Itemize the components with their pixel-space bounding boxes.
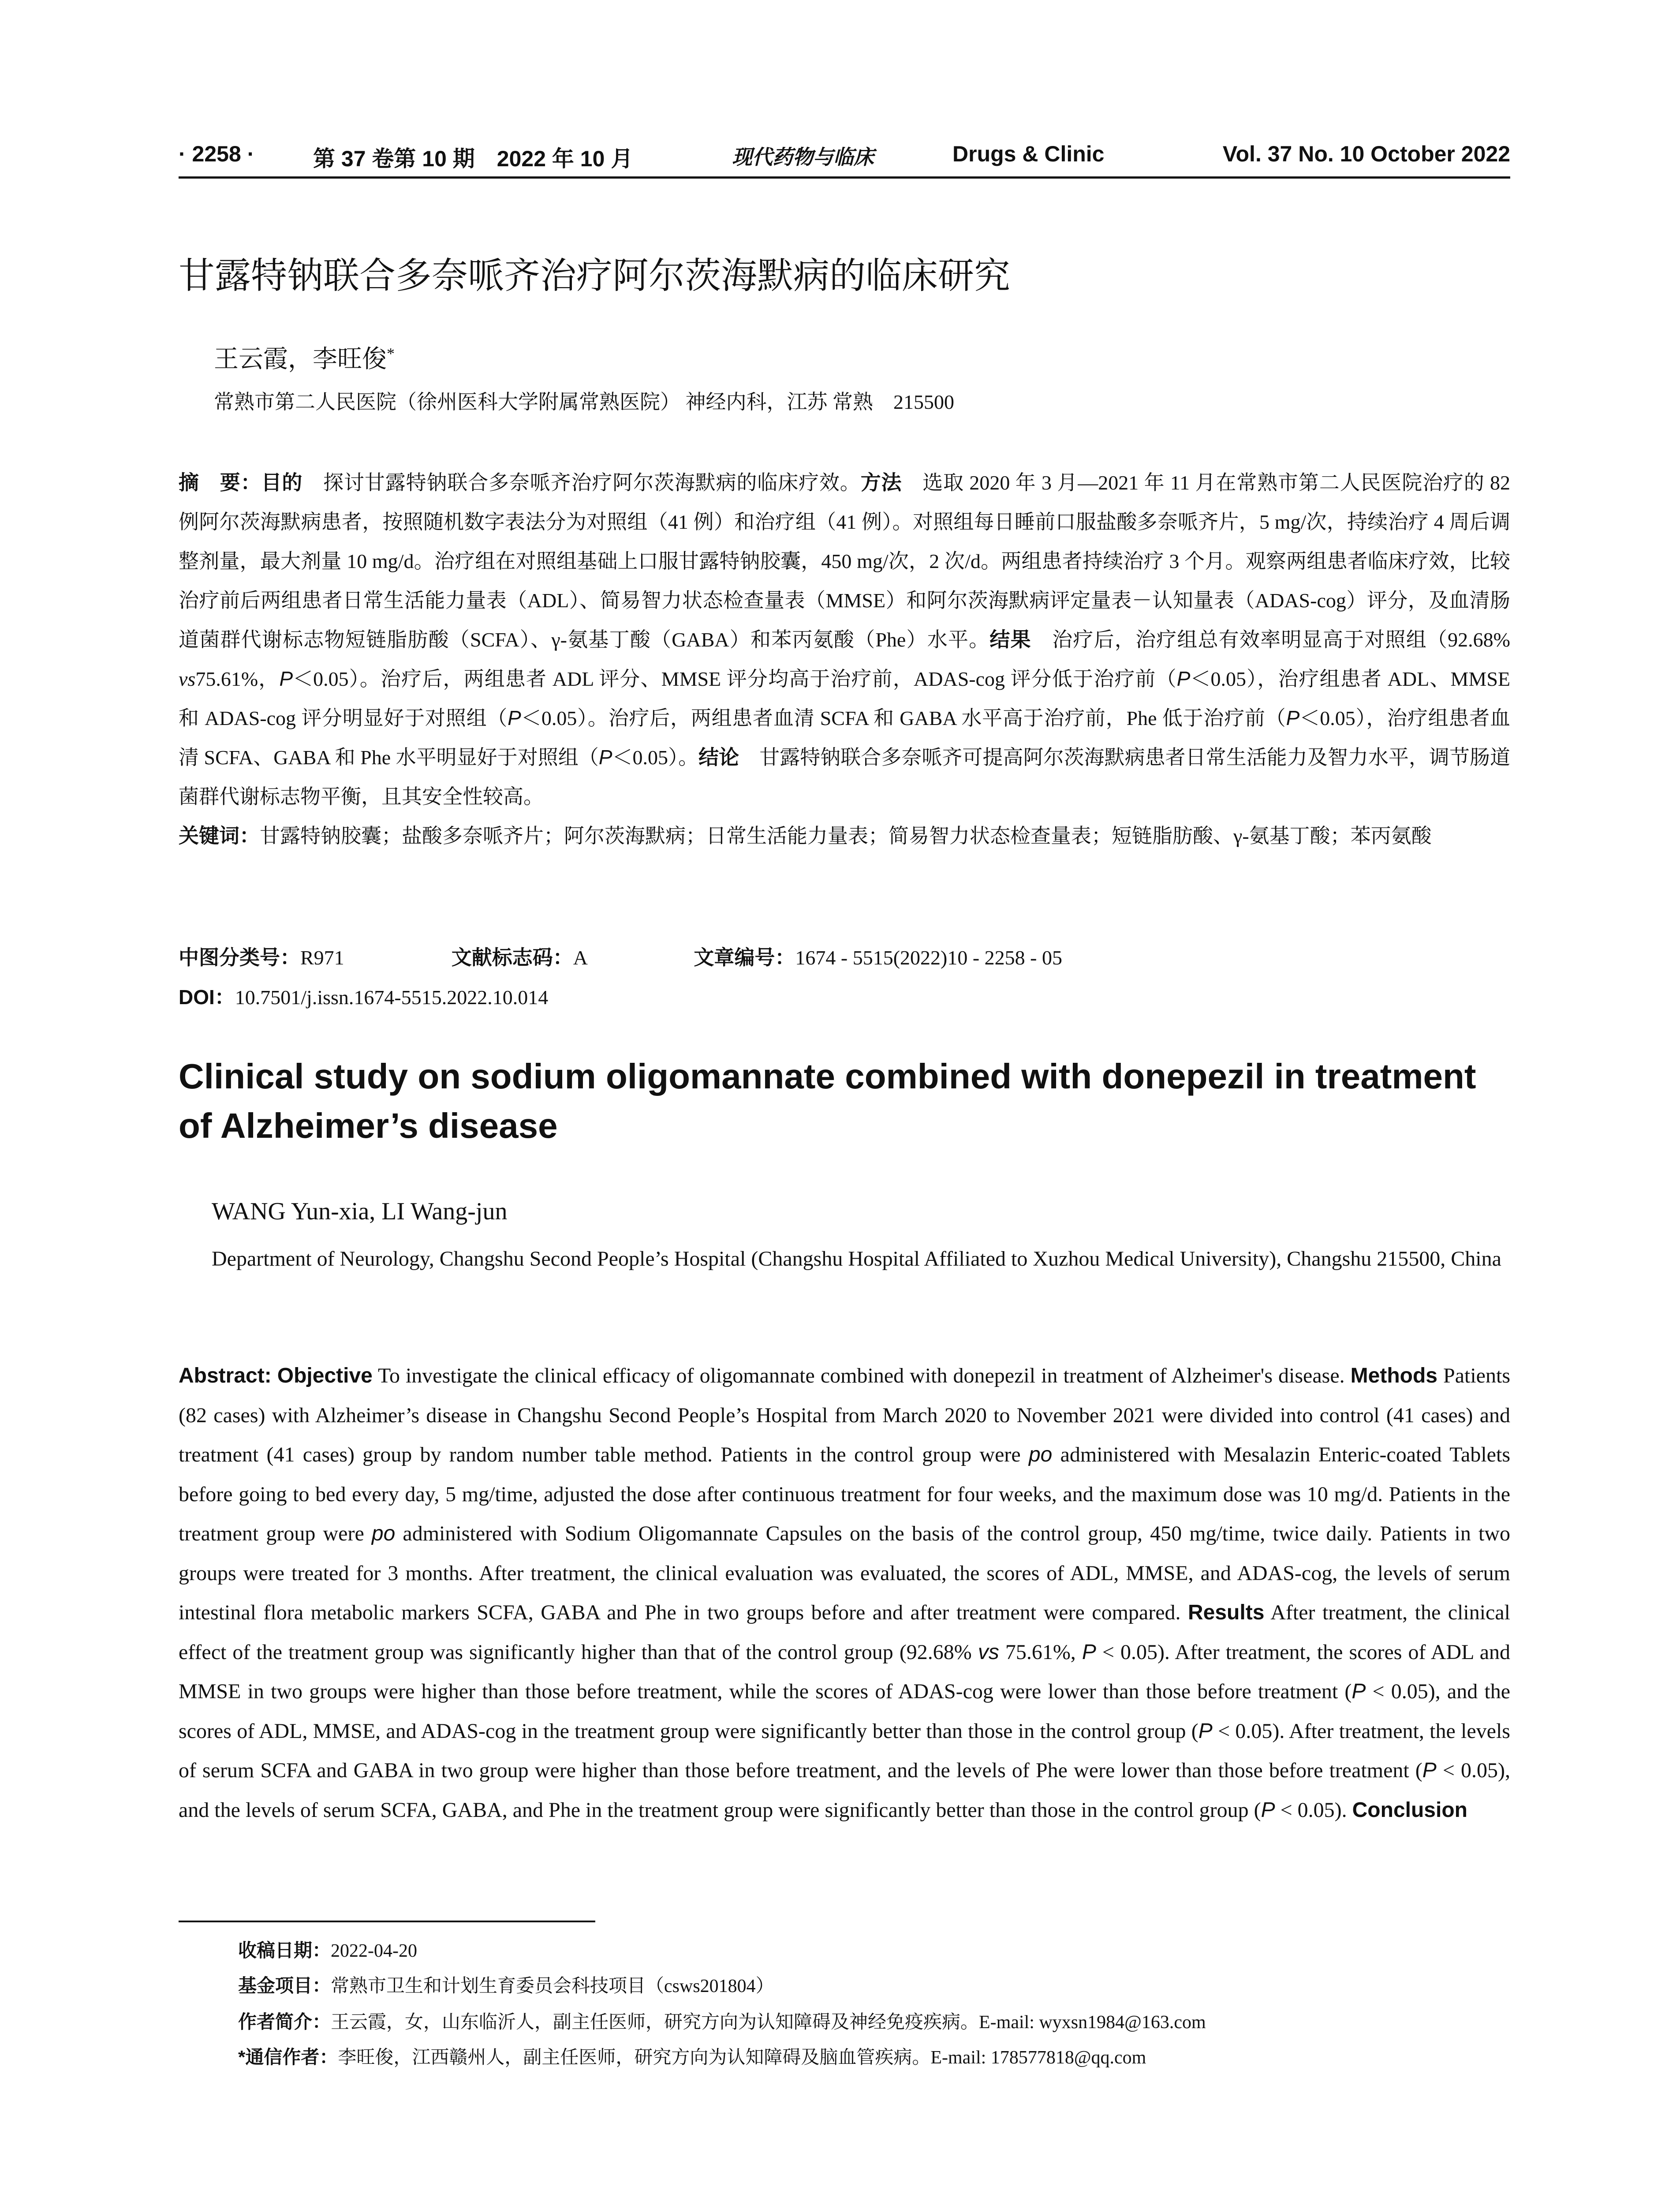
p-value-en: P <box>1261 1798 1275 1822</box>
methods-text-en: administered with Mesalazin Enteric-coated Tablets before going to bed every day, 5 mg/time, adjusted the dose after continuous treatment for four weeks, and the maximum dose was 10 mg/d. Patients in the treatment group were <box>179 1443 1511 1545</box>
journal-name-en: Drugs & Clinic <box>952 142 1105 166</box>
results-text-en: After treatment, the clinical effect of the treatment group was significantly higher than that of the control group (92.68% <box>179 1601 1511 1664</box>
methods-text-en: administered with Sodium Oligomannate Capsules on the basis of the control group, 450 mg/time, twice daily. Patients in two groups were treated for 3 months. After treatment, the clinical evaluation was evaluated, the scores of ADL, MMSE, and ADAS-cog, the levels of serum intestinal flora metabolic markers SCFA, GABA and Phe in two groups before and after treatment were compared. <box>179 1522 1510 1624</box>
p-value-en: P <box>1082 1640 1096 1664</box>
authors-cn <box>214 340 395 375</box>
corresponding-mark: * <box>387 344 395 363</box>
header-rule <box>179 176 1510 179</box>
methods-text-en: Patients (82 cases) with Alzheimer’s disease in Changshu Second People’s Hospital from March 2020 to November 2021 were divided into control (41 cases) and treatment (41 cases) group by random number table method. Patients in the control group were <box>179 1364 1510 1466</box>
abstract-label-en: Abstract: <box>179 1364 272 1387</box>
received-label: 收稿日期： <box>238 1940 331 1961</box>
author-bio-label: 作者简介： <box>238 2011 331 2032</box>
corresponding-label: *通信作者： <box>238 2047 338 2067</box>
affiliation-en: Department of Neurology, Changshu Second People’s Hospital (Changshu Hospital Affiliated to Xuzhou Medical University), Changshu 215500, China <box>212 1247 1501 1271</box>
results-text-en: < 0.05). <box>1275 1798 1352 1822</box>
results-text-cn: ＜0.05）。治疗后，两组患者 ADL 评分、MMSE 评分均高于治疗前，ADAS-cog 评分低于治疗前（ <box>293 668 1177 690</box>
abstract-cn <box>179 463 1510 856</box>
methods-label-cn: 方法 <box>860 471 902 494</box>
objective-text-en: To investigate the clinical efficacy of oligomannate combined with donepezil in treatment of Alzheimer's disease. <box>372 1364 1351 1387</box>
results-label-en: Results <box>1188 1601 1265 1624</box>
conclusion-label-cn: 结论 <box>698 746 739 769</box>
classification-line <box>179 942 1062 971</box>
p-value-en: P <box>1198 1719 1213 1743</box>
footnote-rule <box>179 1921 595 1922</box>
keywords-text-cn: 甘露特钠胶囊；盐酸多奈哌齐片；阿尔茨海默病；日常生活能力量表；简易智力状态检查量表；短链脂肪酸、γ-氨基丁酸；苯丙氨酸 <box>260 825 1432 847</box>
p-value-cn: P <box>279 667 293 690</box>
abstract-en <box>179 1356 1510 1830</box>
clc-value: R971 <box>300 946 344 969</box>
results-text-en: < 0.05), and the levels of serum SCFA, GABA, and Phe in the treatment group were significantly better than those in the control group ( <box>179 1759 1510 1822</box>
results-text-en: < 0.05). After treatment, the levels of serum SCFA and GABA in two group were higher than those before treatment, and the levels of Phe were lower than those before treatment ( <box>179 1719 1510 1782</box>
methods-text-cn: 选取 2020 年 3 月—2021 年 11 月在常熟市第二人民医院治疗的 82 例阿尔茨海默病患者，按照随机数字表法分为对照组（41 例）和治疗组（41 例）。对照组每日睡前口服盐酸多奈哌齐片，5 mg/次，持续治疗 4 周后调整剂量，最大剂量 10 mg/d。治疗组在对照组基础上口服甘露特钠胶囊，450 mg/次，2 次/d。两组患者持续治疗 3 个月。观察两组患者临床疗效，比较治疗前后两组患者日常生活能力量表（ADL）、简易智力状态检查量表（MMSE）和阿尔茨海默病评定量表－认知量表（ADAS-cog）评分，及血清肠道菌群代谢标志物短链脂肪酸（SCFA）、γ-氨基丁酸（GABA）和苯丙氨酸（Phe）水平。 <box>179 471 1511 651</box>
page-number: · 2258 · <box>179 142 255 166</box>
fund-label: 基金项目： <box>238 1975 331 1996</box>
journal-name-cn: 现代药物与临床 <box>732 145 874 169</box>
objective-label-en: Objective <box>277 1364 373 1387</box>
p-value-cn: P <box>508 706 521 729</box>
footnote-received <box>238 1936 417 1962</box>
footnote-author <box>238 2007 1206 2034</box>
volume-issue-cn: 第 37 卷第 10 期 2022 年 10 月 <box>313 146 633 171</box>
p-value-en: P <box>1351 1680 1366 1703</box>
vs-cn: vs <box>179 668 196 690</box>
vs-en: vs <box>978 1640 999 1664</box>
conclusion-label-en: Conclusion <box>1352 1798 1467 1822</box>
keywords-label-cn: 关键词： <box>179 824 260 847</box>
article-title-en: Clinical study on sodium oligomannate combined with donepezil in treatment of Alzheimer’s disease <box>179 1057 1476 1145</box>
results-text-cn: 75.61%， <box>195 668 280 690</box>
fund-text: 常熟市卫生和计划生育委员会科技项目（csws201804） <box>331 1976 774 1996</box>
methods-label-en: Methods <box>1350 1364 1437 1387</box>
affiliation-cn: 常熟市第二人民医院（徐州医科大学附属常熟医院） 神经内科，江苏 常熟 215500 <box>214 391 954 413</box>
objective-label-cn: 目的 <box>261 471 303 494</box>
clc-label: 中图分类号： <box>179 946 300 969</box>
running-head <box>179 141 1510 174</box>
doccode-value: A <box>573 946 587 969</box>
results-text-en: < 0.05), and the scores of ADL, MMSE, and ADAS-cog in the treatment group were significantly better than those in the control group ( <box>179 1680 1510 1743</box>
volume-issue-en: Vol. 37 No. 10 October 2022 <box>1222 142 1510 166</box>
objective-text-cn: 探讨甘露特钠联合多奈哌齐治疗阿尔茨海默病的临床疗效。 <box>302 471 861 494</box>
doi-label: DOI： <box>179 986 235 1009</box>
doccode-label: 文献标志码： <box>451 946 573 969</box>
p-value-en: P <box>1422 1759 1437 1782</box>
articleno-value: 1674 - 5515(2022)10 - 2258 - 05 <box>795 946 1062 969</box>
po-abbrev: po <box>1028 1443 1053 1466</box>
p-value-cn: P <box>598 746 612 769</box>
po-abbrev: po <box>371 1522 396 1545</box>
results-text-cn: ＜0.05），治疗组患者 ADL、MMSE 和 ADAS-cog 评分明显好于对照组（ <box>179 668 1510 729</box>
results-text-cn: ＜0.05）。 <box>612 746 699 769</box>
abstract-label-cn: 摘 要： <box>179 471 261 494</box>
results-text-cn: ＜0.05），治疗组患者血清 SCFA、GABA 和 Phe 水平明显好于对照组（ <box>179 707 1511 769</box>
results-text-cn: 治疗后，治疗组总有效率明显高于对照组（92.68% <box>1031 628 1510 651</box>
author-bio-text: 王云霞，女，山东临沂人，副主任医师，研究方向为认知障碍及神经免疫疾病。E-mail: wyxsn1984@163.com <box>331 2012 1206 2033</box>
results-text-en: 75.61%, <box>999 1640 1082 1664</box>
results-text-en: < 0.05). After treatment, the scores of ADL and MMSE in two groups were higher than those before treatment, while the scores of ADAS-cog were lower than those before treatment ( <box>179 1640 1510 1703</box>
p-value-cn: P <box>1176 667 1191 690</box>
footnote-fund <box>238 1971 774 1998</box>
doi-value: 10.7501/j.issn.1674-5515.2022.10.014 <box>235 986 549 1009</box>
footnote-corresponding <box>238 2043 1146 2069</box>
corresponding-text: 李旺俊，江西赣州人，副主任医师，研究方向为认知障碍及脑血管疾病。E-mail: 178577818@qq.com <box>338 2048 1146 2068</box>
articleno-label: 文章编号： <box>694 946 795 969</box>
received-date: 2022-04-20 <box>331 1941 417 1961</box>
conclusion-text-cn: 甘露特钠联合多奈哌齐可提高阿尔茨海默病患者日常生活能力及智力水平，调节肠道菌群代谢标志物平衡，且其安全性较高。 <box>179 746 1511 808</box>
results-text-cn: ＜0.05）。治疗后，两组患者血清 SCFA 和 GABA 水平高于治疗前，Phe 低于治疗前（ <box>521 707 1286 729</box>
author-names-cn: 王云霞，李旺俊 <box>214 346 387 373</box>
article-title-cn: 甘露特钠联合多奈哌齐治疗阿尔茨海默病的临床研究 <box>179 256 1011 296</box>
results-label-cn: 结果 <box>989 628 1031 651</box>
authors-en: WANG Yun-xia, LI Wang-jun <box>212 1198 508 1225</box>
p-value-cn: P <box>1286 706 1300 729</box>
doi-line <box>179 981 548 1010</box>
